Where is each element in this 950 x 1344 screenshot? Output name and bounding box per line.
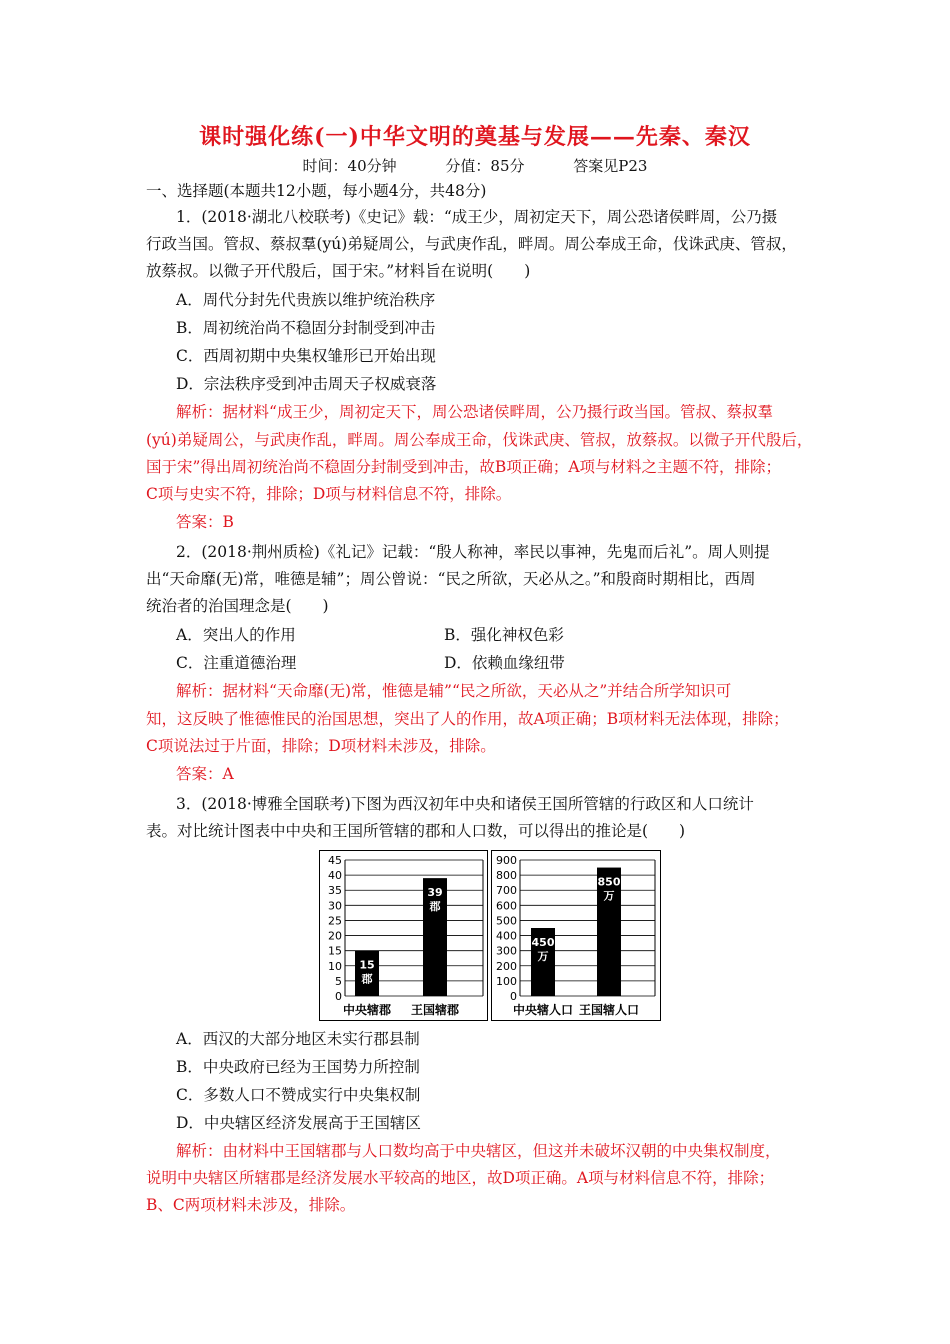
q1-stem-line-2: 行政当国。管叔、蔡叔羣(yú)弟疑周公，与武庚作乱，畔周。周公奉成王命，伐诛武庚、管叔， bbox=[146, 235, 797, 253]
section-heading: 一、选择题(本题共12小题，每小题4分，共48分) bbox=[146, 182, 487, 200]
total-score: 分值：85分 bbox=[445, 157, 525, 175]
y-tick-label: 600 bbox=[496, 899, 517, 913]
q2-stem-line-3: 统治者的治国理念是( ) bbox=[146, 597, 329, 615]
y-tick-label: 35 bbox=[328, 884, 342, 898]
y-tick-label: 800 bbox=[496, 869, 517, 883]
y-tick-label: 15 bbox=[328, 944, 342, 958]
q1-analysis-line-2: (yú)弟疑周公，与武庚作乱，畔周。周公奉成王命，伐诛武庚、管叔，放蔡叔。以微子开代殷后， bbox=[146, 431, 813, 449]
q3-option-b: B．中央政府已经为王国势力所控制 bbox=[176, 1058, 420, 1076]
bar-data-label: 15 bbox=[359, 958, 375, 972]
q3-option-d: D．中央辖区经济发展高于王国辖区 bbox=[176, 1114, 421, 1132]
x-category-label: 王国辖郡 bbox=[410, 1003, 460, 1017]
q3-stem-line-1: 3．(2018·博雅全国联考)下图为西汉初年中央和诸侯王国所管辖的行政区和人口统计 bbox=[176, 795, 754, 813]
bar-data-label: 郡 bbox=[429, 900, 441, 914]
population-chart bbox=[496, 854, 655, 1017]
y-tick-label: 500 bbox=[496, 914, 517, 928]
x-category-label: 王国辖人口 bbox=[578, 1003, 640, 1017]
bar-data-label: 郡 bbox=[361, 972, 373, 986]
q2-stem-line-1: 2．(2018·荆州质检)《礼记》记载：“殷人称神，率民以事神，先鬼而后礼”。周人则提 bbox=[176, 543, 770, 561]
county-count-chart bbox=[328, 854, 483, 1017]
y-tick-label: 900 bbox=[496, 854, 517, 867]
y-tick-label: 0 bbox=[510, 990, 517, 1003]
y-tick-label: 700 bbox=[496, 884, 517, 898]
bar-data-label: 450 bbox=[531, 936, 555, 949]
y-tick-label: 25 bbox=[328, 914, 342, 928]
y-tick-label: 40 bbox=[328, 869, 342, 883]
bar-data-label: 850 bbox=[597, 875, 621, 889]
q1-stem-line-3: 放蔡叔。以微子开代殷后，国于宋。”材料旨在说明( ) bbox=[146, 262, 531, 280]
q1-analysis-label: 解析： bbox=[176, 403, 223, 421]
q2-analysis-text-1: 据材料“天命靡(无)常，惟德是辅”“民之所欲，天必从之”并结合所学知识可 bbox=[222, 682, 732, 700]
y-tick-label: 45 bbox=[328, 854, 342, 867]
x-category-label: 中央辖人口 bbox=[512, 1003, 574, 1017]
q2-analysis-line-1 bbox=[176, 678, 856, 705]
y-tick-label: 100 bbox=[496, 974, 517, 988]
q1-analysis-text-1: 据材料“成王少，周初定天下，周公恐诸侯畔周，公乃摄行政当国。管叔、蔡叔羣 bbox=[222, 403, 773, 421]
answer-reference: 答案见P23 bbox=[573, 157, 648, 175]
y-tick-label: 0 bbox=[335, 990, 342, 1003]
q3-analysis-line-3: B、C两项材料未涉及，排除。 bbox=[146, 1196, 356, 1214]
y-tick-label: 20 bbox=[328, 929, 342, 943]
q1-analysis-line-3: 国于宋”得出周初统治尚不稳固分封制受到冲击，故B项正确；A项与材料之主题不符，排除； bbox=[146, 458, 782, 476]
y-tick-label: 30 bbox=[328, 899, 342, 913]
q3-stem-line-2: 表。对比统计图表中中央和王国所管辖的郡和人口数，可以得出的推论是( ) bbox=[146, 822, 686, 840]
q2-option-a: A．突出人的作用 bbox=[176, 626, 296, 644]
q3-chart-figure bbox=[319, 850, 661, 1022]
y-tick-label: 10 bbox=[328, 959, 342, 973]
q2-stem-line-2: 出“天命靡(无)常，唯德是辅”；周公曾说：“民之所欲，天必从之。”和殷商时期相比，西周 bbox=[146, 570, 756, 588]
q3-option-c: C．多数人口不赞成实行中央集权制 bbox=[176, 1086, 421, 1104]
q1-option-a: A．周代分封先代贵族以维护统治秩序 bbox=[176, 291, 436, 309]
q2-analysis-line-3: C项说法过于片面，排除；D项材料未涉及，排除。 bbox=[146, 737, 496, 755]
q1-stem-line-1: 1．(2018·湖北八校联考)《史记》载：“成王少，周初定天下，周公恐诸侯畔周，公乃摄 bbox=[176, 208, 778, 226]
q2-analysis-label: 解析： bbox=[176, 682, 223, 700]
q3-analysis-line-2: 说明中央辖区所辖郡是经济发展水平较高的地区，故D项正确。A项与材料信息不符，排除； bbox=[146, 1169, 775, 1187]
q1-option-c: C．西周初期中央集权雏形已开始出现 bbox=[176, 347, 436, 365]
y-tick-label: 300 bbox=[496, 944, 517, 958]
q1-answer: 答案：B bbox=[176, 513, 234, 531]
q3-analysis-line-1 bbox=[176, 1138, 856, 1165]
q2-option-b: B．强化神权色彩 bbox=[444, 626, 564, 644]
y-tick-label: 400 bbox=[496, 929, 517, 943]
y-tick-label: 5 bbox=[335, 974, 342, 988]
page-title: 课时强化练(一)中华文明的奠基与发展——先秦、秦汉 bbox=[199, 124, 751, 150]
bar-data-label: 万 bbox=[603, 889, 615, 903]
q1-analysis-line-1 bbox=[176, 399, 856, 426]
q2-analysis-line-2: 知，这反映了惟德惟民的治国思想，突出了人的作用，故A项正确；B项材料无法体现，排除； bbox=[146, 710, 789, 728]
time-limit: 时间：40分钟 bbox=[302, 157, 397, 175]
q3-analysis-text-1: 由材料中王国辖郡与人口数均高于中央辖区，但这并未破坏汉朝的中央集权制度， bbox=[222, 1142, 781, 1160]
q1-option-d: D．宗法秩序受到冲击周天子权威衰落 bbox=[176, 375, 437, 393]
x-category-label: 中央辖郡 bbox=[342, 1003, 392, 1017]
q1-option-b: B．周初统治尚不稳固分封制受到冲击 bbox=[176, 319, 436, 337]
q3-analysis-label: 解析： bbox=[176, 1142, 223, 1160]
y-tick-label: 200 bbox=[496, 959, 517, 973]
q2-option-d: D．依赖血缘纽带 bbox=[444, 654, 565, 672]
q2-answer: 答案：A bbox=[176, 765, 234, 783]
q2-option-c: C．注重道德治理 bbox=[176, 654, 297, 672]
bar-data-label: 万 bbox=[537, 950, 549, 963]
bar-data-label: 39 bbox=[427, 886, 443, 900]
meta-line bbox=[0, 155, 950, 176]
q1-analysis-line-4: C项与史实不符，排除；D项与材料信息不符，排除。 bbox=[146, 485, 512, 503]
q3-option-a: A．西汉的大部分地区未实行郡县制 bbox=[176, 1030, 420, 1048]
